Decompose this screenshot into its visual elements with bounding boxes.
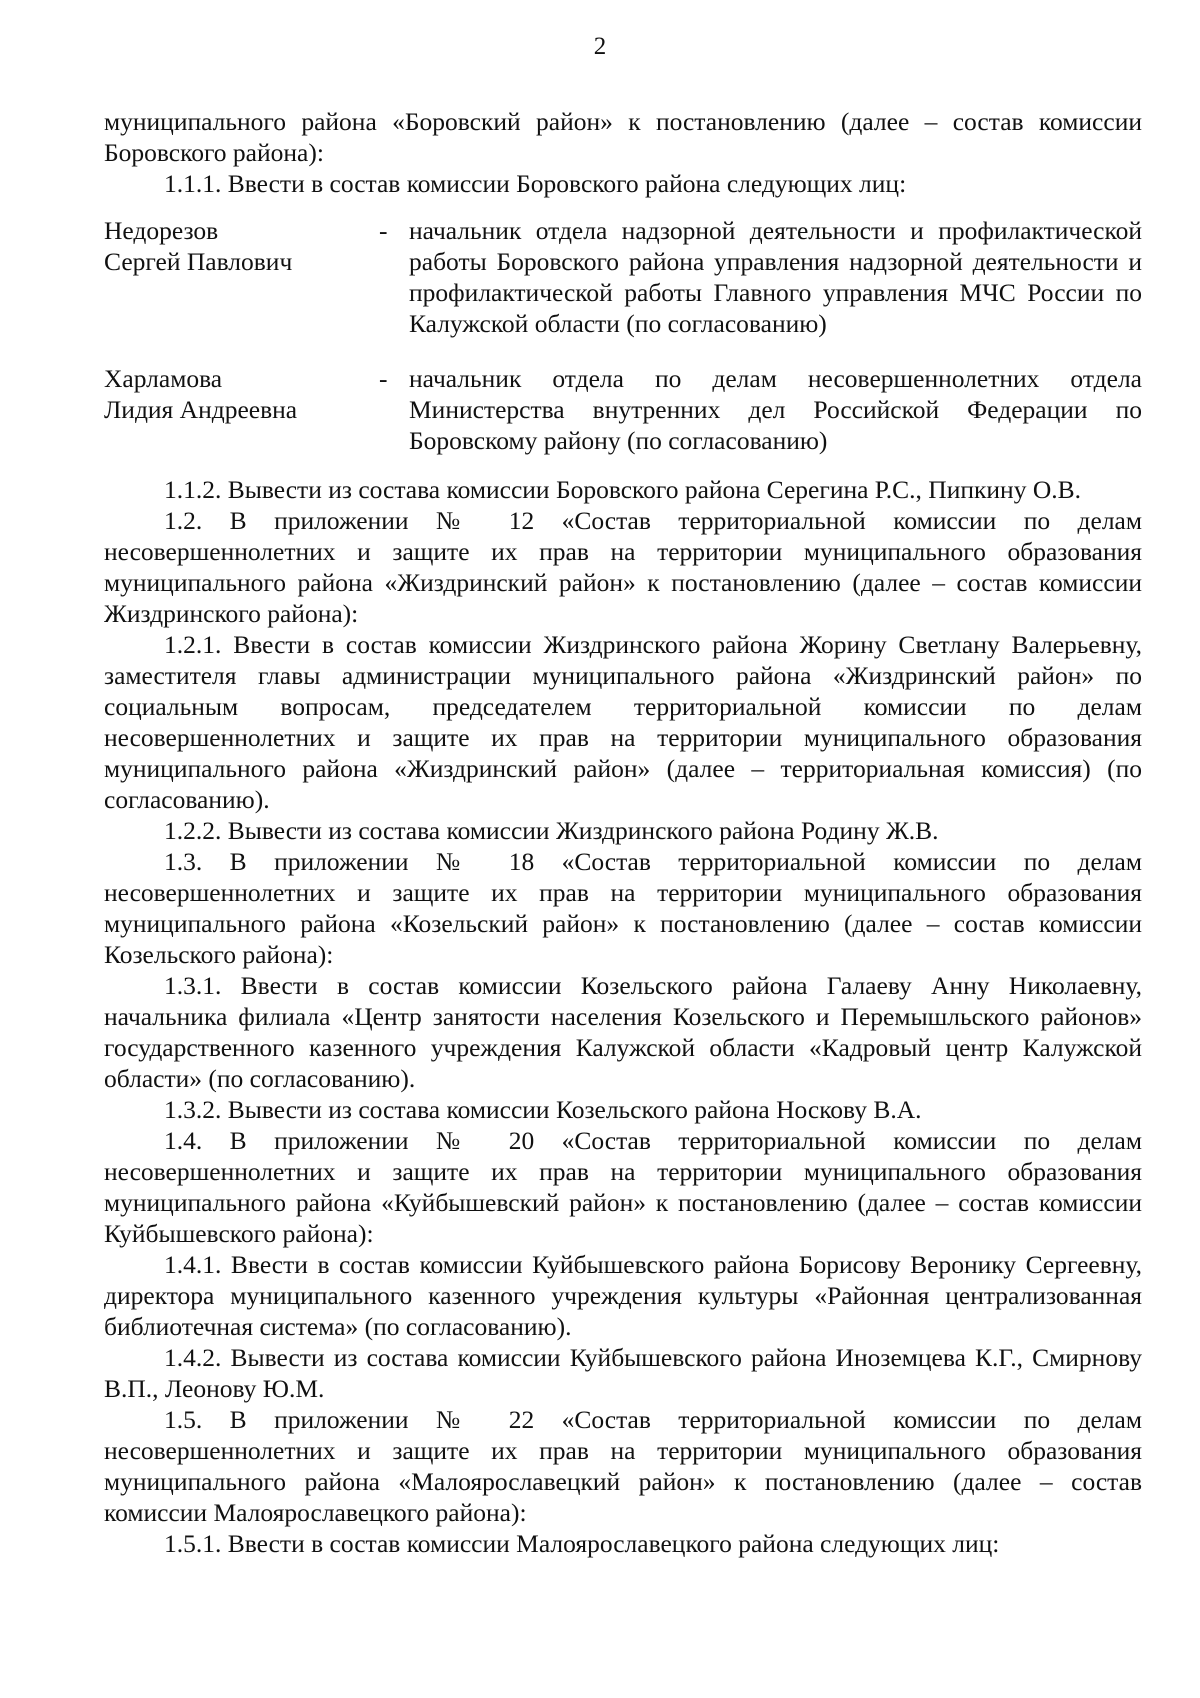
- person-position: начальник отдела надзорной деятельности и профилактической работы Боровского района управления надзорной деятельности и профилактической работы Главного управления МЧС России по Калужской области (по согласованию): [409, 216, 1142, 338]
- person-position: начальник отдела по делам несовершеннолетних отдела Министерства внутренних дел Российской Федерации по Боровскому району (по согласованию): [409, 364, 1142, 455]
- paragraph: 1.3.2. Вывести из состава комиссии Козельского района Носкову В.А.: [164, 1095, 922, 1124]
- paragraph: 1.4.2. Вывести из состава комиссии Куйбышевского района Иноземцева К.Г., Смирнову В.П., Леонову Ю.М.: [104, 1343, 1142, 1403]
- paragraph: 1.1.2. Вывести из состава комиссии Боровского района Серегина Р.С., Пипкину О.В.: [164, 475, 1081, 504]
- person-surname: Недорезов: [104, 216, 219, 245]
- paragraph: 1.4.1. Ввести в состав комиссии Куйбышевского района Борисову Веронику Сергеевну, директора муниципального казенного учреждения культуры «Районная централизованная библиотечная система» (по согласованию).: [104, 1250, 1142, 1341]
- paragraph: муниципального района «Боровский район» к постановлению (далее – состав комиссии Боровского района):: [104, 107, 1142, 167]
- paragraph: 1.2. В приложении № 12 «Состав территориальной комиссии по делам несовершеннолетних и защите их прав на территории муниципального образования муниципального района «Жиздринский район» к постановлению (далее – состав комиссии Жиздринского района):: [104, 506, 1142, 628]
- paragraph: 1.5.1. Ввести в состав комиссии Малоярославецкого района следующих лиц:: [164, 1529, 1000, 1558]
- paragraph: 1.5. В приложении № 22 «Состав территориальной комиссии по делам несовершеннолетних и защите их прав на территории муниципального образования муниципального района «Малоярославецкий район» к постановлению (далее – состав комиссии Малоярославецкого района):: [104, 1405, 1142, 1527]
- dash-separator: -: [379, 216, 388, 245]
- person-entry: [104, 363, 1142, 456]
- paragraph: 1.2.1. Ввести в состав комиссии Жиздринского района Жорину Светлану Валерьевну, заместителя главы администрации муниципального района «Жиздринский район» по социальным вопросам, председателем территориальной комиссии по делам несовершеннолетних и защите их прав на территории муниципального образования муниципального района «Жиздринский район» (далее – территориальная комиссия) (по согласованию).: [104, 630, 1142, 814]
- person-name: [104, 363, 379, 456]
- person-given-names: Лидия Андреевна: [104, 395, 298, 424]
- person-entry: [104, 215, 1142, 339]
- dash-separator: -: [379, 364, 388, 393]
- person-name: [104, 215, 379, 339]
- paragraph: 1.1.1. Ввести в состав комиссии Боровского района следующих лиц:: [164, 169, 907, 198]
- person-surname: Харламова: [104, 364, 223, 393]
- paragraph: 1.4. В приложении № 20 «Состав территориальной комиссии по делам несовершеннолетних и защите их прав на территории муниципального образования муниципального района «Куйбышевский район» к постановлению (далее – состав комиссии Куйбышевского района):: [104, 1126, 1142, 1248]
- paragraph: 1.3. В приложении № 18 «Состав территориальной комиссии по делам несовершеннолетних и защите их прав на территории муниципального образования муниципального района «Козельский район» к постановлению (далее – состав комиссии Козельского района):: [104, 847, 1142, 969]
- paragraph: 1.3.1. Ввести в состав комиссии Козельского района Галаеву Анну Николаевну, начальника филиала «Центр занятости населения Козельского и Перемышльского районов» государственного казенного учреждения Калужской области «Кадровый центр Калужской области» (по согласованию).: [104, 971, 1142, 1093]
- person-given-names: Сергей Павлович: [104, 247, 293, 276]
- document-body: [104, 106, 1142, 1559]
- persons-list: [104, 215, 1142, 456]
- paragraph: 1.2.2. Вывести из состава комиссии Жиздринского района Родину Ж.В.: [164, 816, 939, 845]
- page-number: 2: [593, 33, 607, 60]
